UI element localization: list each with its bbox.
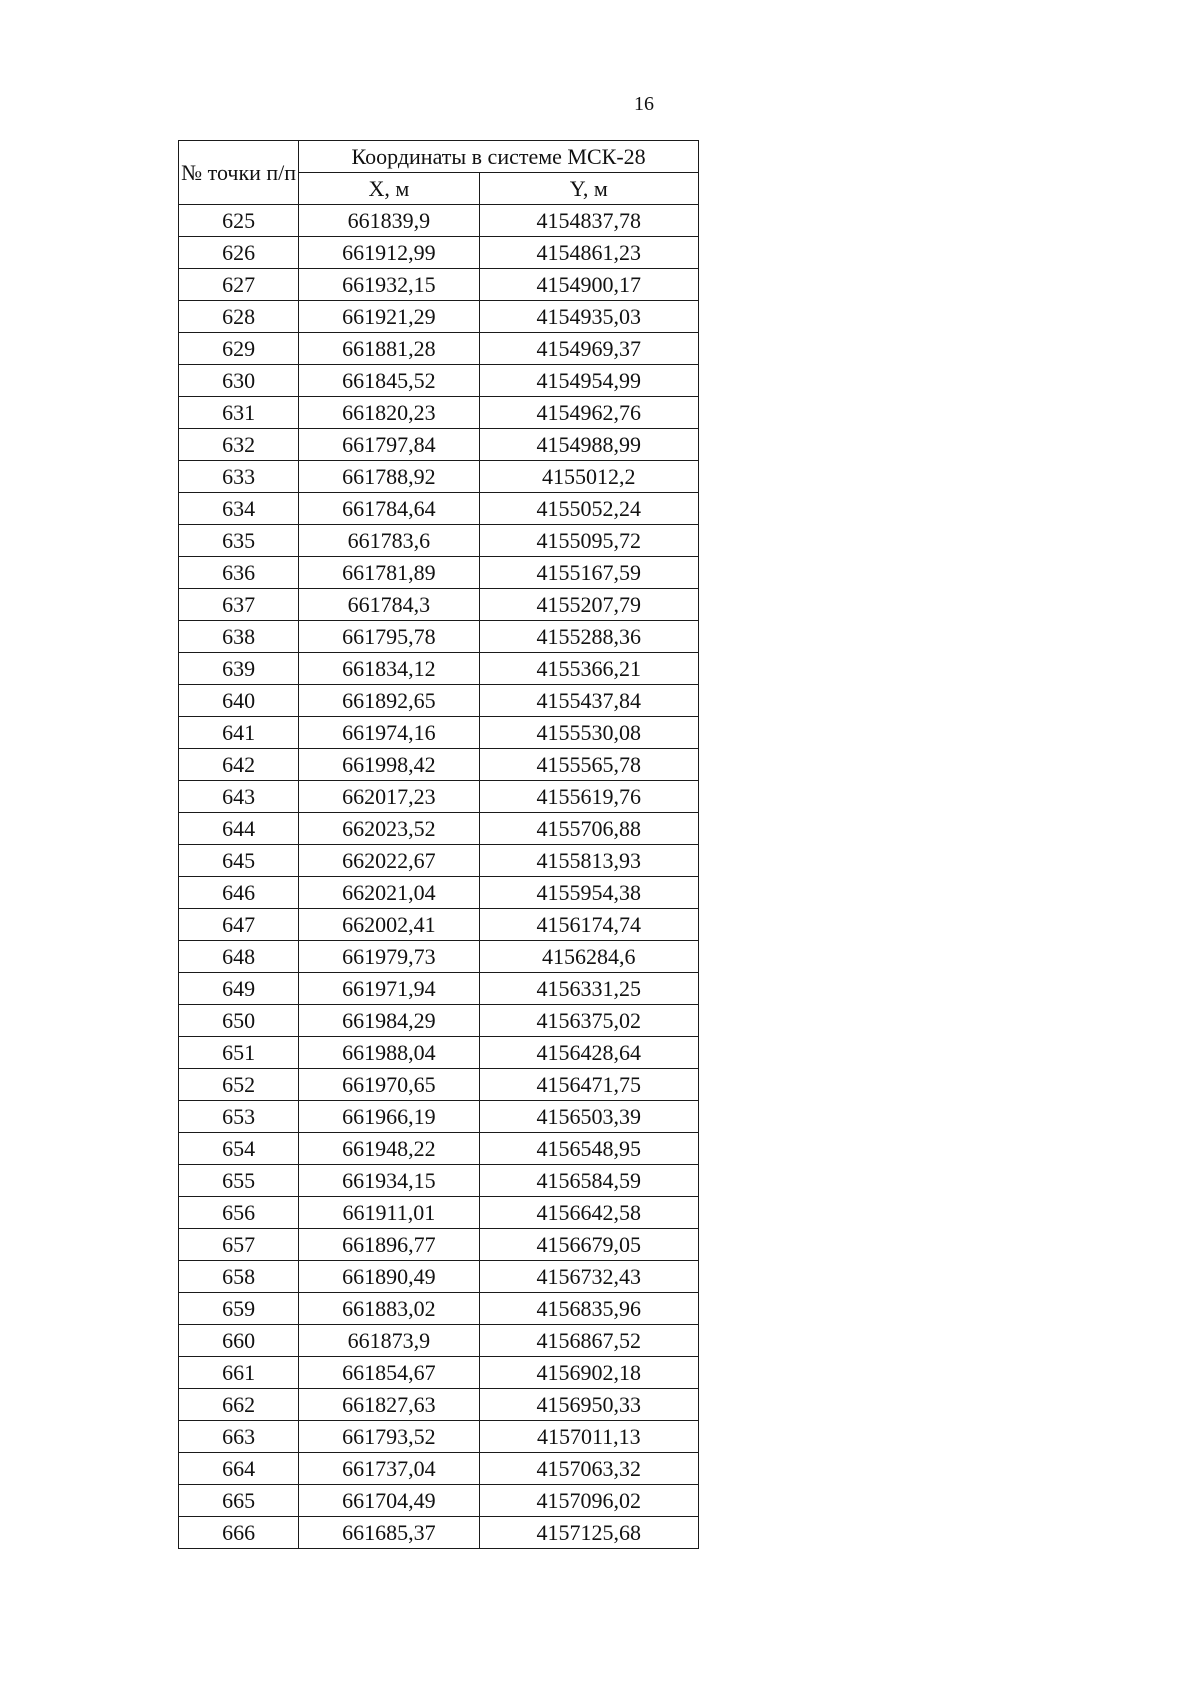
y-column-header: Y, м	[479, 173, 698, 205]
table-row	[179, 1517, 699, 1549]
point-number-cell: 631	[179, 397, 299, 429]
point-number-cell: 649	[179, 973, 299, 1005]
x-coordinate-cell: 661948,22	[299, 1133, 479, 1165]
y-coordinate-cell: 4155288,36	[479, 621, 698, 653]
x-coordinate-cell: 662023,52	[299, 813, 479, 845]
point-number-cell: 648	[179, 941, 299, 973]
point-number-cell: 626	[179, 237, 299, 269]
point-number-cell: 632	[179, 429, 299, 461]
point-number-cell: 640	[179, 685, 299, 717]
x-coordinate-cell: 661685,37	[299, 1517, 479, 1549]
x-coordinate-cell: 661998,42	[299, 749, 479, 781]
point-number-cell: 629	[179, 333, 299, 365]
x-coordinate-cell: 661921,29	[299, 301, 479, 333]
y-coordinate-cell: 4156284,6	[479, 941, 698, 973]
y-coordinate-cell: 4156471,75	[479, 1069, 698, 1101]
table-row	[179, 333, 699, 365]
y-coordinate-cell: 4155207,79	[479, 589, 698, 621]
point-number-cell: 636	[179, 557, 299, 589]
x-coordinate-cell: 661892,65	[299, 685, 479, 717]
y-coordinate-cell: 4155366,21	[479, 653, 698, 685]
x-coordinate-cell: 661784,3	[299, 589, 479, 621]
y-coordinate-cell: 4155052,24	[479, 493, 698, 525]
x-coordinate-cell: 661934,15	[299, 1165, 479, 1197]
table-row	[179, 1389, 699, 1421]
x-coordinate-cell: 661974,16	[299, 717, 479, 749]
point-number-cell: 666	[179, 1517, 299, 1549]
point-number-cell: 653	[179, 1101, 299, 1133]
point-number-cell: 645	[179, 845, 299, 877]
y-coordinate-cell: 4154954,99	[479, 365, 698, 397]
point-number-header: № точки п/п	[179, 141, 299, 205]
y-coordinate-cell: 4157063,32	[479, 1453, 698, 1485]
point-number-cell: 628	[179, 301, 299, 333]
coordinate-system-header: Координаты в системе МСК-28	[299, 141, 699, 173]
y-coordinate-cell: 4156428,64	[479, 1037, 698, 1069]
table-row	[179, 493, 699, 525]
point-number-cell: 627	[179, 269, 299, 301]
table-row	[179, 973, 699, 1005]
table-header	[179, 141, 699, 205]
x-coordinate-cell: 661911,01	[299, 1197, 479, 1229]
y-coordinate-cell: 4156902,18	[479, 1357, 698, 1389]
table-row	[179, 1165, 699, 1197]
y-coordinate-cell: 4157125,68	[479, 1517, 698, 1549]
x-coordinate-cell: 661970,65	[299, 1069, 479, 1101]
y-coordinate-cell: 4155437,84	[479, 685, 698, 717]
x-coordinate-cell: 661932,15	[299, 269, 479, 301]
table-row	[179, 941, 699, 973]
table-row	[179, 1485, 699, 1517]
point-number-cell: 630	[179, 365, 299, 397]
table-row	[179, 557, 699, 589]
y-coordinate-cell: 4156174,74	[479, 909, 698, 941]
y-coordinate-cell: 4156584,59	[479, 1165, 698, 1197]
x-coordinate-cell: 661795,78	[299, 621, 479, 653]
point-number-cell: 652	[179, 1069, 299, 1101]
table-row	[179, 301, 699, 333]
point-number-cell: 641	[179, 717, 299, 749]
y-coordinate-cell: 4154935,03	[479, 301, 698, 333]
table-row	[179, 1069, 699, 1101]
table-row	[179, 1357, 699, 1389]
table-row	[179, 429, 699, 461]
point-number-cell: 656	[179, 1197, 299, 1229]
point-number-cell: 644	[179, 813, 299, 845]
x-coordinate-cell: 661971,94	[299, 973, 479, 1005]
point-number-cell: 657	[179, 1229, 299, 1261]
x-coordinate-cell: 661854,67	[299, 1357, 479, 1389]
point-number-cell: 633	[179, 461, 299, 493]
y-coordinate-cell: 4156867,52	[479, 1325, 698, 1357]
y-coordinate-cell: 4155954,38	[479, 877, 698, 909]
point-number-cell: 647	[179, 909, 299, 941]
table-row	[179, 1421, 699, 1453]
table-row	[179, 717, 699, 749]
y-coordinate-cell: 4156835,96	[479, 1293, 698, 1325]
point-number-cell: 655	[179, 1165, 299, 1197]
table-row	[179, 1101, 699, 1133]
y-coordinate-cell: 4156950,33	[479, 1389, 698, 1421]
table-row	[179, 1293, 699, 1325]
table-row	[179, 653, 699, 685]
x-coordinate-cell: 662021,04	[299, 877, 479, 909]
table-row	[179, 1229, 699, 1261]
x-coordinate-cell: 661784,64	[299, 493, 479, 525]
table-row	[179, 877, 699, 909]
y-coordinate-cell: 4155095,72	[479, 525, 698, 557]
table-row	[179, 685, 699, 717]
x-coordinate-cell: 661797,84	[299, 429, 479, 461]
y-coordinate-cell: 4156331,25	[479, 973, 698, 1005]
table-row	[179, 749, 699, 781]
y-coordinate-cell: 4157096,02	[479, 1485, 698, 1517]
y-coordinate-cell: 4154900,17	[479, 269, 698, 301]
table-row	[179, 813, 699, 845]
table-row	[179, 621, 699, 653]
x-coordinate-cell: 661873,9	[299, 1325, 479, 1357]
x-coordinate-cell: 661881,28	[299, 333, 479, 365]
point-number-cell: 650	[179, 1005, 299, 1037]
point-number-cell: 651	[179, 1037, 299, 1069]
x-coordinate-cell: 661820,23	[299, 397, 479, 429]
point-number-cell: 664	[179, 1453, 299, 1485]
table-row	[179, 1325, 699, 1357]
y-coordinate-cell: 4156503,39	[479, 1101, 698, 1133]
point-number-cell: 659	[179, 1293, 299, 1325]
page-number: 16	[634, 93, 654, 115]
point-number-cell: 663	[179, 1421, 299, 1453]
point-number-cell: 662	[179, 1389, 299, 1421]
table-row	[179, 1261, 699, 1293]
x-coordinate-cell: 661966,19	[299, 1101, 479, 1133]
x-coordinate-cell: 661827,63	[299, 1389, 479, 1421]
point-number-cell: 654	[179, 1133, 299, 1165]
y-coordinate-cell: 4155706,88	[479, 813, 698, 845]
point-number-cell: 643	[179, 781, 299, 813]
coordinates-table	[178, 140, 699, 1549]
x-coordinate-cell: 661793,52	[299, 1421, 479, 1453]
x-coordinate-cell: 661845,52	[299, 365, 479, 397]
table-row	[179, 1005, 699, 1037]
x-coordinate-cell: 661912,99	[299, 237, 479, 269]
table-row	[179, 1197, 699, 1229]
x-coordinate-cell: 661988,04	[299, 1037, 479, 1069]
table-row	[179, 1453, 699, 1485]
x-coordinate-cell: 661834,12	[299, 653, 479, 685]
point-number-cell: 642	[179, 749, 299, 781]
y-coordinate-cell: 4155565,78	[479, 749, 698, 781]
table-row	[179, 589, 699, 621]
y-coordinate-cell: 4156732,43	[479, 1261, 698, 1293]
table-row	[179, 909, 699, 941]
y-coordinate-cell: 4156375,02	[479, 1005, 698, 1037]
x-coordinate-cell: 661783,6	[299, 525, 479, 557]
x-coordinate-cell: 661839,9	[299, 205, 479, 237]
table-row	[179, 461, 699, 493]
x-coordinate-cell: 661781,89	[299, 557, 479, 589]
table-row	[179, 237, 699, 269]
x-column-header: X, м	[299, 173, 479, 205]
point-number-cell: 625	[179, 205, 299, 237]
table-body	[179, 205, 699, 1549]
x-coordinate-cell: 661883,02	[299, 1293, 479, 1325]
y-coordinate-cell: 4155813,93	[479, 845, 698, 877]
x-coordinate-cell: 662017,23	[299, 781, 479, 813]
x-coordinate-cell: 661737,04	[299, 1453, 479, 1485]
y-coordinate-cell: 4156642,58	[479, 1197, 698, 1229]
table-row	[179, 1037, 699, 1069]
y-coordinate-cell: 4157011,13	[479, 1421, 698, 1453]
table-row	[179, 205, 699, 237]
y-coordinate-cell: 4155619,76	[479, 781, 698, 813]
y-coordinate-cell: 4156679,05	[479, 1229, 698, 1261]
y-coordinate-cell: 4155530,08	[479, 717, 698, 749]
y-coordinate-cell: 4154861,23	[479, 237, 698, 269]
point-number-cell: 660	[179, 1325, 299, 1357]
table-row	[179, 845, 699, 877]
table-row	[179, 397, 699, 429]
point-number-cell: 635	[179, 525, 299, 557]
point-number-cell: 646	[179, 877, 299, 909]
x-coordinate-cell: 661896,77	[299, 1229, 479, 1261]
table-row	[179, 365, 699, 397]
point-number-cell: 658	[179, 1261, 299, 1293]
x-coordinate-cell: 661984,29	[299, 1005, 479, 1037]
point-number-cell: 661	[179, 1357, 299, 1389]
table-row	[179, 781, 699, 813]
x-coordinate-cell: 662002,41	[299, 909, 479, 941]
y-coordinate-cell: 4154837,78	[479, 205, 698, 237]
table-row	[179, 269, 699, 301]
y-coordinate-cell: 4154962,76	[479, 397, 698, 429]
table-row	[179, 525, 699, 557]
y-coordinate-cell: 4154969,37	[479, 333, 698, 365]
point-number-cell: 638	[179, 621, 299, 653]
x-coordinate-cell: 661890,49	[299, 1261, 479, 1293]
y-coordinate-cell: 4156548,95	[479, 1133, 698, 1165]
y-coordinate-cell: 4154988,99	[479, 429, 698, 461]
table-row	[179, 1133, 699, 1165]
x-coordinate-cell: 661979,73	[299, 941, 479, 973]
x-coordinate-cell: 661704,49	[299, 1485, 479, 1517]
x-coordinate-cell: 661788,92	[299, 461, 479, 493]
x-coordinate-cell: 662022,67	[299, 845, 479, 877]
point-number-cell: 639	[179, 653, 299, 685]
point-number-cell: 637	[179, 589, 299, 621]
y-coordinate-cell: 4155012,2	[479, 461, 698, 493]
y-coordinate-cell: 4155167,59	[479, 557, 698, 589]
point-number-cell: 634	[179, 493, 299, 525]
point-number-cell: 665	[179, 1485, 299, 1517]
